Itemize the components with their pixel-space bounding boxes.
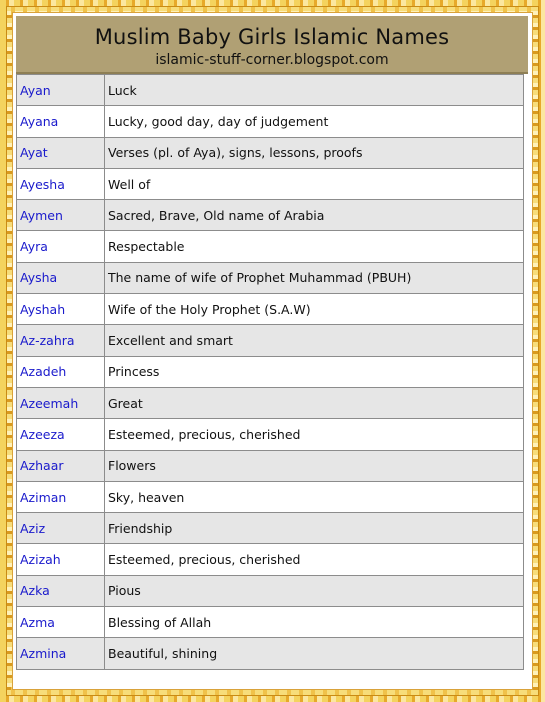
- name-cell: Aymen: [17, 200, 105, 231]
- name-cell: Ayra: [17, 231, 105, 262]
- table-row: [17, 294, 524, 325]
- table-row: [17, 575, 524, 606]
- table-row: [17, 137, 524, 168]
- name-cell: Azmina: [17, 638, 105, 669]
- table-row: [17, 387, 524, 418]
- table-row: [17, 481, 524, 512]
- meaning-cell: Wife of the Holy Prophet (S.A.W): [105, 294, 524, 325]
- table-row: [17, 356, 524, 387]
- name-cell: Aziman: [17, 481, 105, 512]
- meaning-cell: Lucky, good day, day of judgement: [105, 106, 524, 137]
- name-cell: Ayesha: [17, 168, 105, 199]
- table-row: [17, 513, 524, 544]
- name-cell: Azma: [17, 607, 105, 638]
- meaning-cell: Esteemed, precious, cherished: [105, 544, 524, 575]
- name-cell: Azeeza: [17, 419, 105, 450]
- page-title: Muslim Baby Girls Islamic Names: [94, 25, 450, 49]
- meaning-cell: Esteemed, precious, cherished: [105, 419, 524, 450]
- meaning-cell: Princess: [105, 356, 524, 387]
- meaning-cell: Respectable: [105, 231, 524, 262]
- table-row: [17, 419, 524, 450]
- table-row: [17, 75, 524, 106]
- table-row: [17, 262, 524, 293]
- name-cell: Aysha: [17, 262, 105, 293]
- table-row: [17, 231, 524, 262]
- table-row: [17, 544, 524, 575]
- meaning-cell: Luck: [105, 75, 524, 106]
- meaning-cell: Well of: [105, 168, 524, 199]
- name-cell: Ayan: [17, 75, 105, 106]
- name-cell: Azadeh: [17, 356, 105, 387]
- meaning-cell: Beautiful, shining: [105, 638, 524, 669]
- table-row: [17, 638, 524, 669]
- name-cell: Azhaar: [17, 450, 105, 481]
- table-row: [17, 106, 524, 137]
- name-cell: Ayana: [17, 106, 105, 137]
- name-cell: Azizah: [17, 544, 105, 575]
- name-cell: Azka: [17, 575, 105, 606]
- meaning-cell: Sacred, Brave, Old name of Arabia: [105, 200, 524, 231]
- meaning-cell: Verses (pl. of Aya), signs, lessons, proofs: [105, 137, 524, 168]
- blog-url: islamic-stuff-corner.blogspot.com: [155, 52, 389, 68]
- name-cell: Ayat: [17, 137, 105, 168]
- name-cell: Ayshah: [17, 294, 105, 325]
- names-table: [16, 74, 524, 670]
- meaning-cell: Excellent and smart: [105, 325, 524, 356]
- table-row: [17, 450, 524, 481]
- table-row: [17, 168, 524, 199]
- meaning-cell: Flowers: [105, 450, 524, 481]
- name-cell: Azeemah: [17, 387, 105, 418]
- meaning-cell: Pious: [105, 575, 524, 606]
- name-cell: Az-zahra: [17, 325, 105, 356]
- page-header: [16, 16, 528, 74]
- table-row: [17, 325, 524, 356]
- meaning-cell: Sky, heaven: [105, 481, 524, 512]
- name-cell: Aziz: [17, 513, 105, 544]
- names-document: [16, 16, 528, 686]
- meaning-cell: The name of wife of Prophet Muhammad (PBUH): [105, 262, 524, 293]
- meaning-cell: Great: [105, 387, 524, 418]
- table-row: [17, 607, 524, 638]
- table-row: [17, 200, 524, 231]
- meaning-cell: Friendship: [105, 513, 524, 544]
- meaning-cell: Blessing of Allah: [105, 607, 524, 638]
